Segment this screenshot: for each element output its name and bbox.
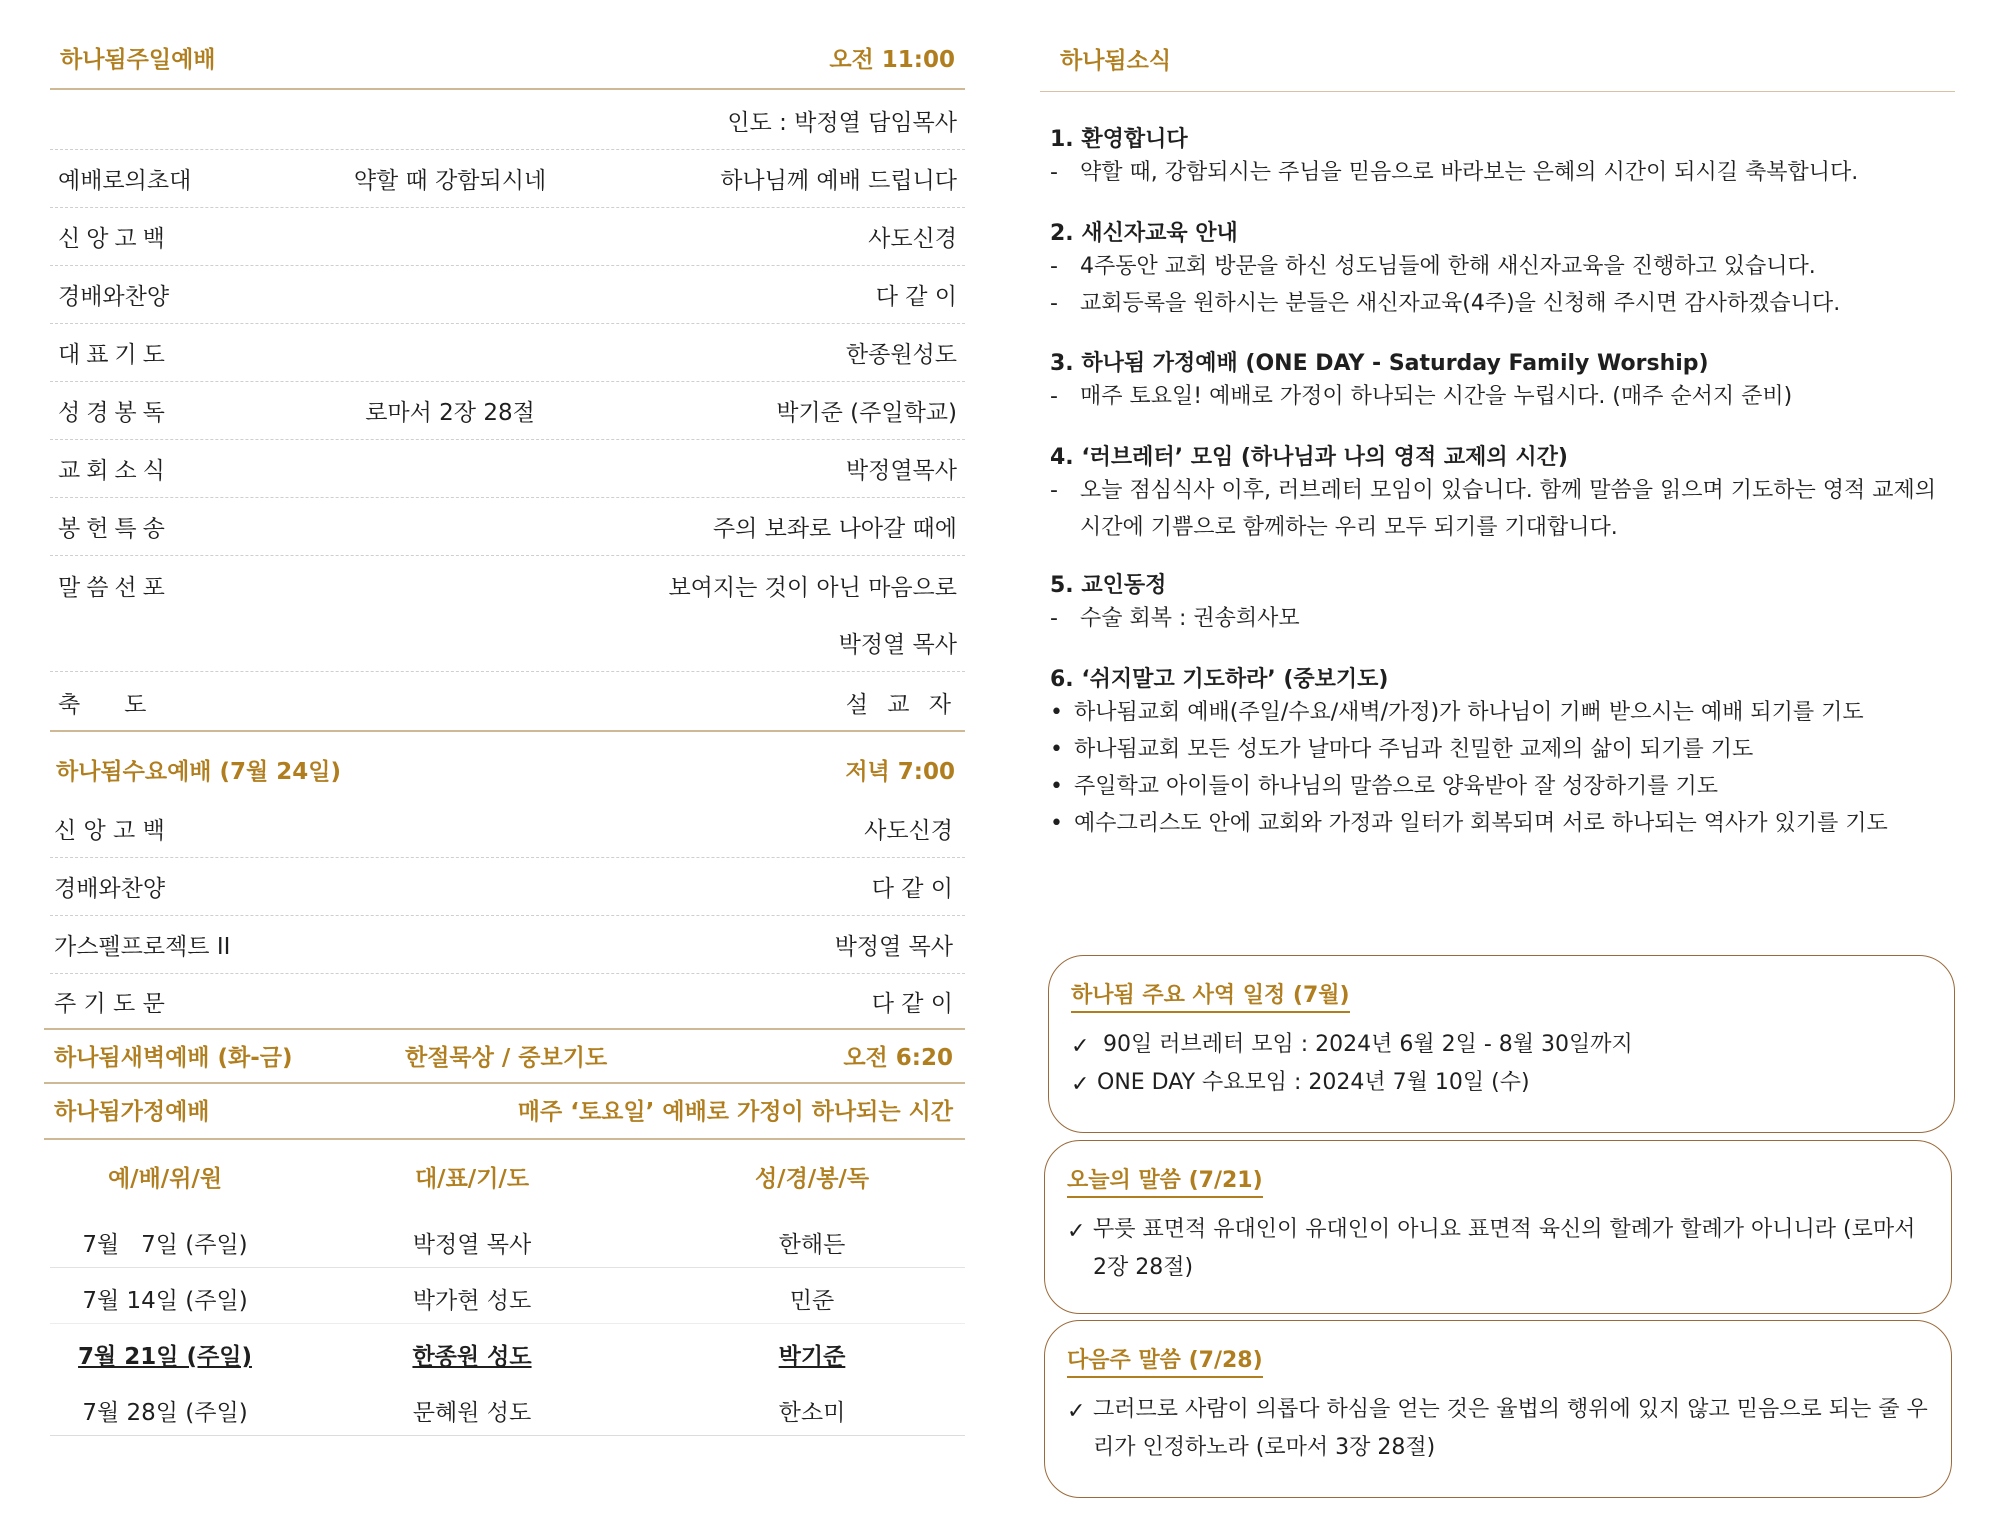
wednesday-order-row: [50, 800, 965, 858]
news-item: [1050, 600, 1955, 637]
dash-bullet: -: [1050, 254, 1058, 279]
sunday-order-row: [50, 324, 965, 382]
news-heading: 1. 환영합니다: [1050, 127, 1188, 152]
dot-bullet: •: [1050, 737, 1063, 762]
wednesday-service-header: [50, 752, 965, 786]
news-heading: 5. 교인동정: [1050, 573, 1167, 598]
order-item: 가스펠프로젝트 II: [54, 934, 231, 960]
divider: [44, 1028, 965, 1030]
scripture-text: 무릇 표면적 유대인이 유대인이 아니요 표면적 육신의 할례가 할례가 아니니라 (로마서 2장 28절): [1093, 1217, 1916, 1280]
order-person: 하나님께 예배 드립니다: [720, 168, 957, 194]
box-title: 오늘의 말씀 (7/21): [1067, 1163, 1263, 1198]
divider: [44, 1082, 965, 1084]
family-table-row: [50, 1380, 965, 1436]
family-table-header: [50, 1160, 965, 1210]
sunday-service-header: [50, 40, 965, 74]
dash-bullet: -: [1050, 291, 1058, 316]
prayer-item-text: 하나됨교회 모든 성도가 날마다 주님과 친밀한 교제의 삶이 되기를 기도: [1074, 737, 1754, 762]
news-heading: 4. ‘러브레터’ 모임 (하나님과 나의 영적 교제의 시간): [1050, 445, 1568, 470]
order-person: 설 교 자: [845, 691, 957, 718]
dot-bullet: •: [1050, 774, 1063, 799]
order-person: 박정열 목사: [838, 632, 957, 658]
family-prayer: 박가현 성도: [412, 1288, 532, 1314]
sunday-leader-row: [50, 92, 965, 150]
wednesday-service-time: 저녁 7:00: [845, 758, 955, 785]
column-header: 예/배/위/원: [107, 1166, 223, 1192]
family-date: 7월 21일 (주일): [78, 1344, 252, 1370]
order-person: 사도신경: [868, 226, 957, 252]
order-person: 박기준 (주일학교): [776, 400, 957, 426]
order-item: 경배와찬양: [54, 876, 166, 902]
family-reading: 민준: [789, 1288, 835, 1314]
divider: [50, 88, 965, 90]
family-reading: 한소미: [778, 1400, 846, 1426]
news-heading: 6. ‘쉬지말고 기도하라’ (중보기도): [1050, 667, 1389, 692]
dawn-service-time: 오전 6:20: [843, 1044, 953, 1071]
family-date: 7월 7일 (주일): [82, 1232, 248, 1258]
family-prayer: 박정열 목사: [412, 1232, 532, 1258]
prayer-item-text: 주일학교 아이들이 하나님의 말씀으로 양육받아 잘 성장하기를 기도: [1074, 774, 1719, 799]
schedule-item: [1071, 1026, 1932, 1064]
scripture-item: [1067, 1211, 1929, 1287]
order-item: 축 도: [58, 691, 147, 718]
check-icon: ✓: [1071, 1072, 1090, 1097]
divider: [50, 730, 965, 732]
order-person: 다 같 이: [871, 876, 953, 902]
order-item: 신앙고백: [58, 226, 171, 252]
schedule-item-text: 90일 러브레터 모임 : 2024년 6월 2일 - 8월 30일까지: [1103, 1032, 1633, 1057]
dot-bullet: •: [1050, 811, 1063, 836]
ministry-schedule-box: [1048, 955, 1955, 1133]
dash-bullet: -: [1050, 160, 1058, 185]
news-item-text: 오늘 점심식사 이후, 러브레터 모임이 있습니다. 함께 말씀을 읽으며 기도하는 영적 교제의 시간에 기쁨으로 함께하는 우리 모두 되기를 기대합니다.: [1080, 478, 1936, 540]
news-item: [1050, 285, 1955, 322]
order-item: 봉헌특송: [58, 516, 171, 542]
wednesday-order-row: [50, 858, 965, 916]
order-person: 다 같 이: [871, 990, 953, 1017]
news-item-text: 약할 때, 강함되시는 주님을 믿음으로 바라보는 은혜의 시간이 되시길 축복합니다.: [1080, 160, 1859, 185]
divider: [44, 1138, 965, 1140]
next-week-word-box: [1044, 1320, 1952, 1498]
column-header: 성/경/봉/독: [754, 1166, 870, 1192]
news-item: [1050, 248, 1955, 285]
order-person: 박정열 목사: [834, 934, 953, 960]
family-table-row-current: [50, 1324, 965, 1380]
order-person: 한종원성도: [845, 342, 957, 368]
check-icon: ✓: [1067, 1219, 1086, 1244]
prayer-item: [1050, 805, 1955, 842]
news-item-text: 매주 토요일! 예배로 가정이 하나되는 시간을 누립시다. (매주 순서지 준비): [1080, 384, 1793, 409]
sunday-order-row: [50, 498, 965, 556]
order-item: 주 기 도 문: [54, 990, 165, 1017]
sunday-order-row: [50, 208, 965, 266]
sunday-order-row: [50, 672, 965, 732]
order-item: 대표기도: [58, 342, 171, 368]
order-person: 사도신경: [864, 818, 953, 844]
wednesday-service-title: 하나됨수요예배 (7월 24일): [56, 758, 342, 785]
dawn-service-title: 하나됨새벽예배 (화-금): [54, 1044, 293, 1071]
order-person: 주의 보좌로 나아갈 때에: [712, 516, 957, 542]
dawn-service-program: 한절묵상 / 중보기도: [405, 1044, 608, 1071]
order-person: 보여지는 것이 아닌 마음으로: [668, 574, 957, 601]
family-worship-title: 하나됨가정예배: [54, 1098, 210, 1125]
check-icon: ✓: [1071, 1034, 1090, 1059]
column-header: 대/표/기/도: [414, 1166, 530, 1192]
family-reading: 한해든: [778, 1232, 846, 1258]
news-title: 하나됨소식: [1060, 48, 1172, 74]
order-item: 경배와찬양: [58, 284, 170, 310]
family-reading: 박기준: [778, 1344, 846, 1370]
dash-bullet: -: [1050, 384, 1058, 409]
box-title: 다음주 말씀 (7/28): [1067, 1343, 1263, 1378]
sunday-order-row: [50, 266, 965, 324]
box-title: 하나됨 주요 사역 일정 (7월): [1071, 978, 1350, 1013]
dash-bullet: -: [1050, 478, 1058, 503]
sunday-order-row: [50, 556, 965, 614]
news-item-text: 교회등록을 원하시는 분들은 새신자교육(4주)을 신청해 주시면 감사하겠습니다.: [1080, 291, 1841, 316]
divider: [1040, 91, 1955, 92]
sunday-order-row: 성경봉독 로마서 2장 28절 박기준 (주일학교): [50, 382, 965, 440]
schedule-item: [1071, 1064, 1932, 1102]
schedule-item-text: ONE DAY 수요모임 : 2024년 7월 10일 (수): [1097, 1070, 1530, 1095]
sunday-service-time: 오전 11:00: [829, 46, 955, 73]
family-table-row: [50, 1212, 965, 1268]
sunday-order-row: [50, 614, 965, 672]
family-worship-subtitle: 매주 ‘토요일’ 예배로 가정이 하나되는 시간: [517, 1098, 953, 1125]
news-item: [1050, 378, 1955, 415]
sunday-service-title: 하나됨주일예배: [60, 46, 216, 73]
family-date: 7월 14일 (주일): [82, 1288, 248, 1314]
order-item: 신 앙 고 백: [54, 818, 165, 844]
news-item: [1050, 472, 1955, 546]
sunday-order-row: 예배로의초대 약할 때 강함되시네 하나님께 예배 드립니다: [50, 150, 965, 208]
family-date: 7월 28일 (주일): [82, 1400, 248, 1426]
prayer-item: [1050, 694, 1955, 731]
today-word-box: [1044, 1140, 1952, 1314]
scripture-text: 그러므로 사람이 의롭다 하심을 얻는 것은 율법의 행위에 있지 않고 믿음으로 되는 줄 우리가 인정하노라 (로마서 3장 28절): [1093, 1397, 1928, 1460]
prayer-item: [1050, 768, 1955, 805]
family-prayer: 문혜원 성도: [412, 1400, 532, 1426]
dash-bullet: -: [1050, 606, 1058, 631]
dot-bullet: •: [1050, 700, 1063, 725]
family-table-row: [50, 1268, 965, 1324]
news-item: [1050, 154, 1955, 191]
prayer-item-text: 예수그리스도 안에 교회와 가정과 일터가 회복되며 서로 하나되는 역사가 있기를 기도: [1074, 811, 1888, 836]
family-worship-header: [50, 1092, 965, 1126]
scripture-item: [1067, 1391, 1929, 1467]
order-person: 다 같 이: [875, 284, 957, 310]
prayer-item-text: 하나됨교회 예배(주일/수요/새벽/가정)가 하나님이 기뻐 받으시는 예배 되기를 기도: [1074, 700, 1864, 725]
order-person: 박정열목사: [845, 458, 957, 484]
news-heading: 2. 새신자교육 안내: [1050, 221, 1238, 246]
order-item: 예배로의초대: [58, 168, 192, 194]
family-prayer: 한종원 성도: [412, 1344, 532, 1370]
news-item-text: 수술 회복 : 권송희사모: [1080, 606, 1300, 631]
prayer-item: [1050, 731, 1955, 768]
dawn-service-header: [50, 1038, 965, 1072]
check-icon: ✓: [1067, 1399, 1086, 1424]
sunday-leader: 인도 : 박정열 담임목사: [727, 110, 957, 136]
order-item: 교회소식: [58, 458, 171, 484]
order-item: 성경봉독: [58, 400, 171, 426]
news-heading: 3. 하나됨 가정예배 (ONE DAY - Saturday Family Worship): [1050, 351, 1709, 376]
wednesday-order-row: [50, 916, 965, 974]
order-item: 말씀선포: [58, 574, 171, 601]
wednesday-order-row: [50, 972, 965, 1030]
sunday-order-row: [50, 440, 965, 498]
news-item-text: 4주동안 교회 방문을 하신 성도님들에 한해 새신자교육을 진행하고 있습니다.: [1080, 254, 1816, 279]
